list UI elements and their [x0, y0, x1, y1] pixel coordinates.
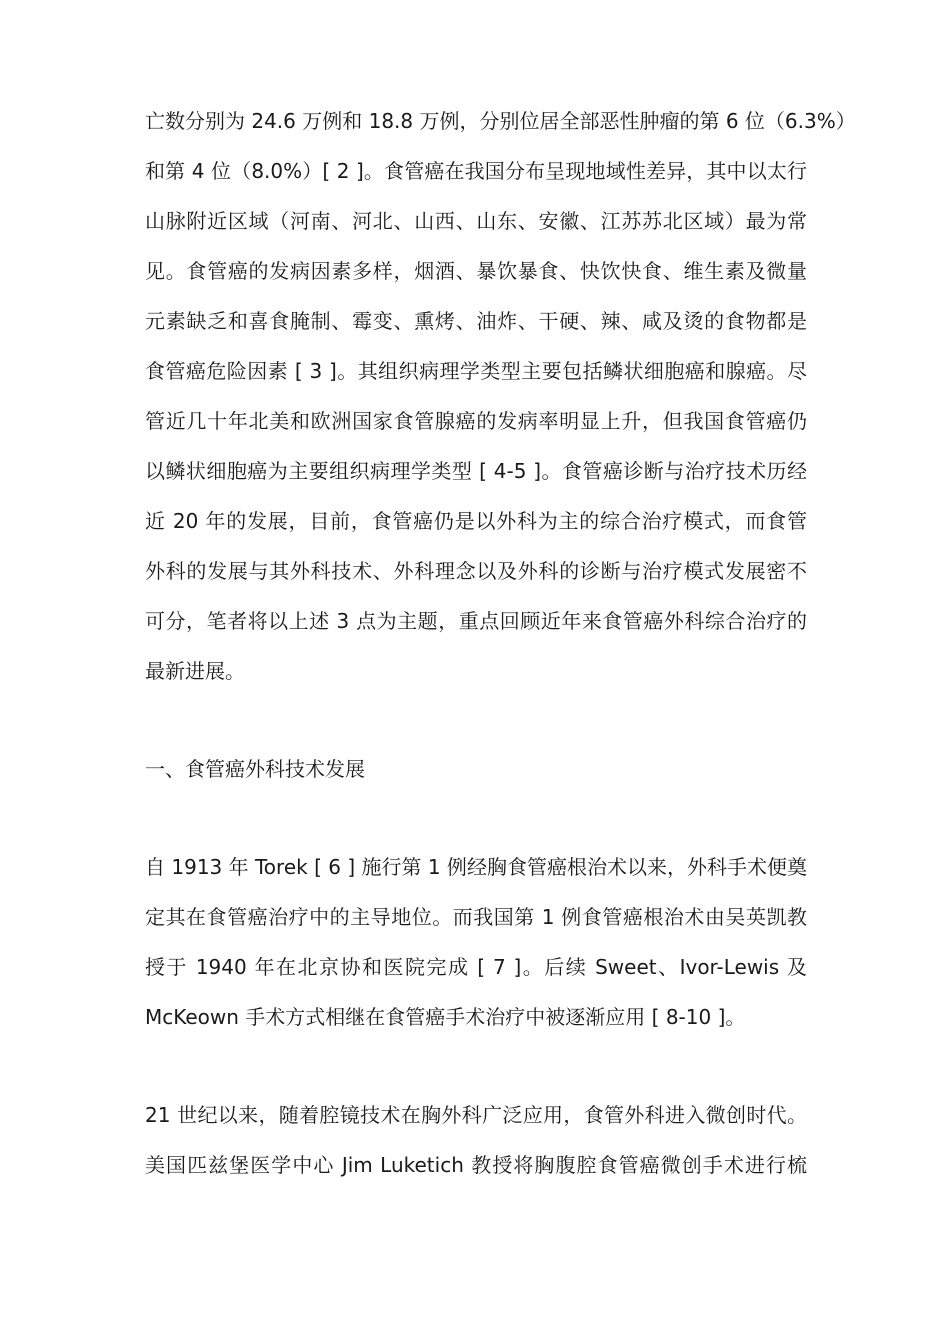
paragraph-line: 自 1913 年 Torek [ 6 ] 施行第 1 例经胸食管癌根治术以来，外科手术便奠 — [145, 855, 807, 879]
paragraph-line: 和第 4 位（8.0%）[ 2 ]。食管癌在我国分布呈现地域性差异，其中以太行 — [145, 159, 807, 183]
paragraph-line: 可分，笔者将以上述 3 点为主题，重点回顾近年来食管癌外科综合治疗的 — [145, 609, 807, 633]
paragraph-line: 最新进展。 — [145, 659, 245, 683]
paragraph-line: 亡数分别为 24.6 万例和 18.8 万例，分别位居全部恶性肿瘤的第 6 位（6.3%） — [145, 109, 856, 133]
paragraph-line: 美国匹兹堡医学中心 Jim Luketich 教授将胸腹腔食管癌微创手术进行梳 — [145, 1153, 807, 1177]
paragraph-line: 元素缺乏和喜食腌制、霉变、熏烤、油炸、干硬、辣、咸及烫的食物都是 — [145, 309, 807, 333]
paragraph-line: 以鳞状细胞癌为主要组织病理学类型 [ 4-5 ]。食管癌诊断与治疗技术历经 — [145, 459, 807, 483]
paragraph-line: 见。食管癌的发病因素多样，烟酒、暴饮暴食、快饮快食、维生素及微量 — [145, 259, 807, 283]
paragraph-line: 定其在食管癌治疗中的主导地位。而我国第 1 例食管癌根治术由吴英凯教 — [145, 905, 807, 929]
paragraph-line: McKeown 手术方式相继在食管癌手术治疗中被逐渐应用 [ 8-10 ]。 — [145, 1005, 746, 1029]
paragraph-line: 管近几十年北美和欧洲国家食管腺癌的发病率明显上升，但我国食管癌仍 — [145, 409, 807, 433]
paragraph-line: 授于 1940 年在北京协和医院完成 [ 7 ]。后续 Sweet、Ivor-Lewis 及 — [145, 955, 807, 979]
paragraph-line: 近 20 年的发展，目前，食管癌仍是以外科为主的综合治疗模式，而食管 — [145, 509, 807, 533]
section-heading: 一、食管癌外科技术发展 — [145, 757, 365, 781]
paragraph-line: 外科的发展与其外科技术、外科理念以及外科的诊断与治疗模式发展密不 — [145, 559, 807, 583]
paragraph-line: 21 世纪以来，随着腔镜技术在胸外科广泛应用，食管外科进入微创时代。 — [145, 1103, 807, 1127]
paragraph-line: 山脉附近区域（河南、河北、山西、山东、安徽、江苏苏北区域）最为常 — [145, 209, 807, 233]
paragraph-line: 食管癌危险因素 [ 3 ]。其组织病理学类型主要包括鳞状细胞癌和腺癌。尽 — [145, 359, 807, 383]
